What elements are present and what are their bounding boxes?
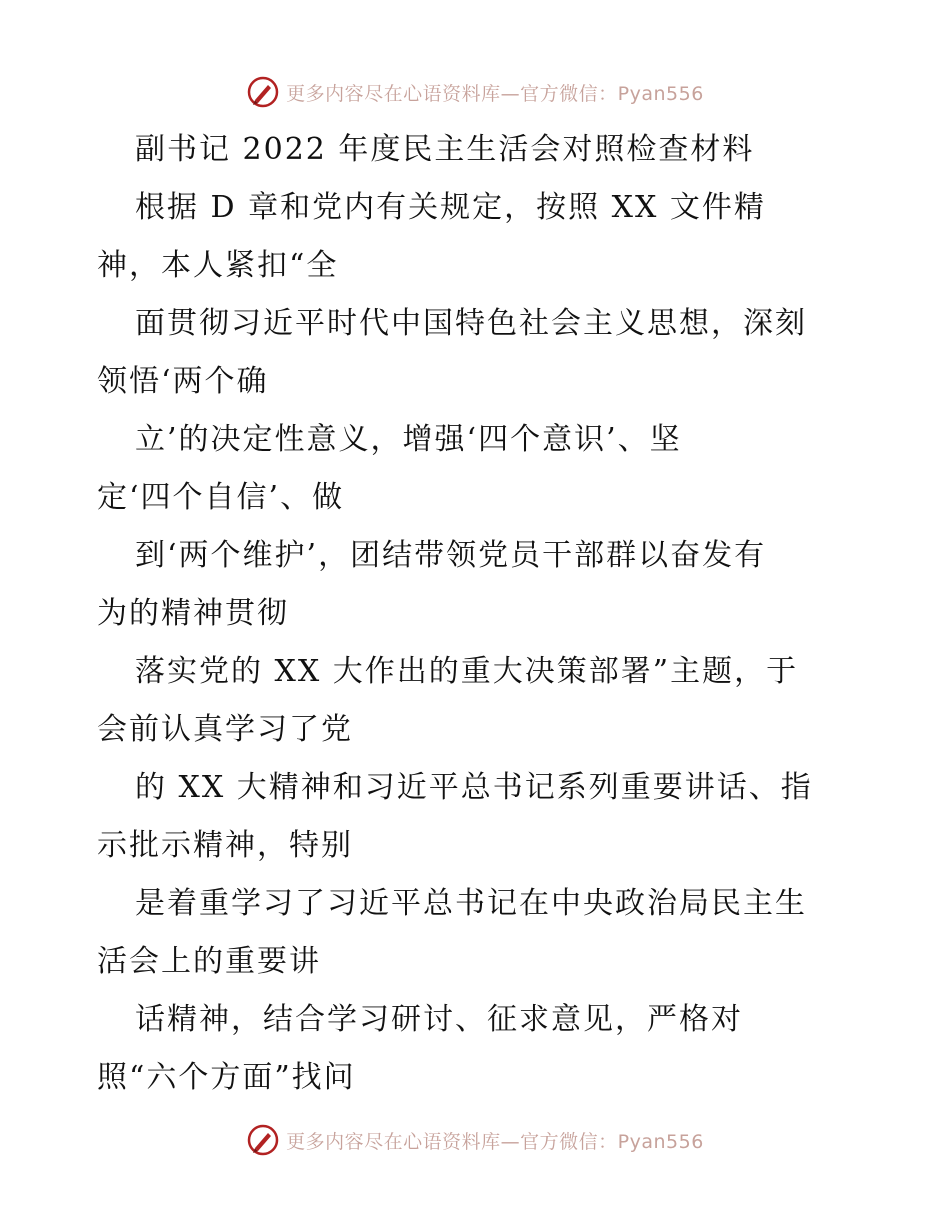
paragraph-line: 的 XX 大精神和习近平总书记系列重要讲话、指: [135, 770, 813, 805]
document-title: 副书记 2022 年度民主生活会对照检查材料: [135, 132, 755, 167]
paragraph-line: 到‘两个维护’，团结带领党员干部群以奋发有: [135, 538, 767, 573]
paragraph-line: 话精神，结合学习研讨、征求意见，严格对: [135, 1002, 743, 1037]
paragraph-line: 是着重学习了习近平总书记在中央政治局民主生: [135, 886, 807, 921]
pen-logo-icon: [246, 75, 280, 109]
paragraph-line: 会前认真学习了党: [97, 712, 353, 747]
paragraph-line: 根据 D 章和党内有关规定，按照 XX 文件精: [135, 190, 766, 225]
watermark-footer: [0, 1120, 950, 1160]
paragraph-line: 活会上的重要讲: [97, 944, 321, 979]
paragraph-line: 立’的决定性意义，增强‘四个意识’、坚: [135, 422, 682, 457]
watermark-wechat-id: Pyan556: [617, 82, 704, 105]
watermark-wechat-id: Pyan556: [617, 1130, 704, 1153]
paragraph-line: 领悟‘两个确: [97, 364, 269, 399]
paragraph-line: 神，本人紧扣“全: [97, 248, 339, 283]
watermark-header: [0, 72, 950, 112]
watermark-text: 更多内容尽在心语资料库—官方微信：Pyan556: [286, 82, 704, 105]
paragraph-line: 示批示精神，特别: [97, 828, 353, 863]
paragraph-line: 照“六个方面”找问: [97, 1060, 356, 1095]
paragraph-line: 为的精神贯彻: [97, 596, 289, 631]
pen-logo-icon: [246, 1123, 280, 1157]
paragraph-line: 定‘四个自信’、做: [97, 480, 345, 515]
watermark-text: 更多内容尽在心语资料库—官方微信：Pyan556: [286, 1130, 704, 1153]
paragraph-line: 面贯彻习近平时代中国特色社会主义思想，深刻: [135, 306, 807, 341]
paragraph-line: 落实党的 XX 大作出的重大决策部署”主题，于: [135, 654, 799, 689]
